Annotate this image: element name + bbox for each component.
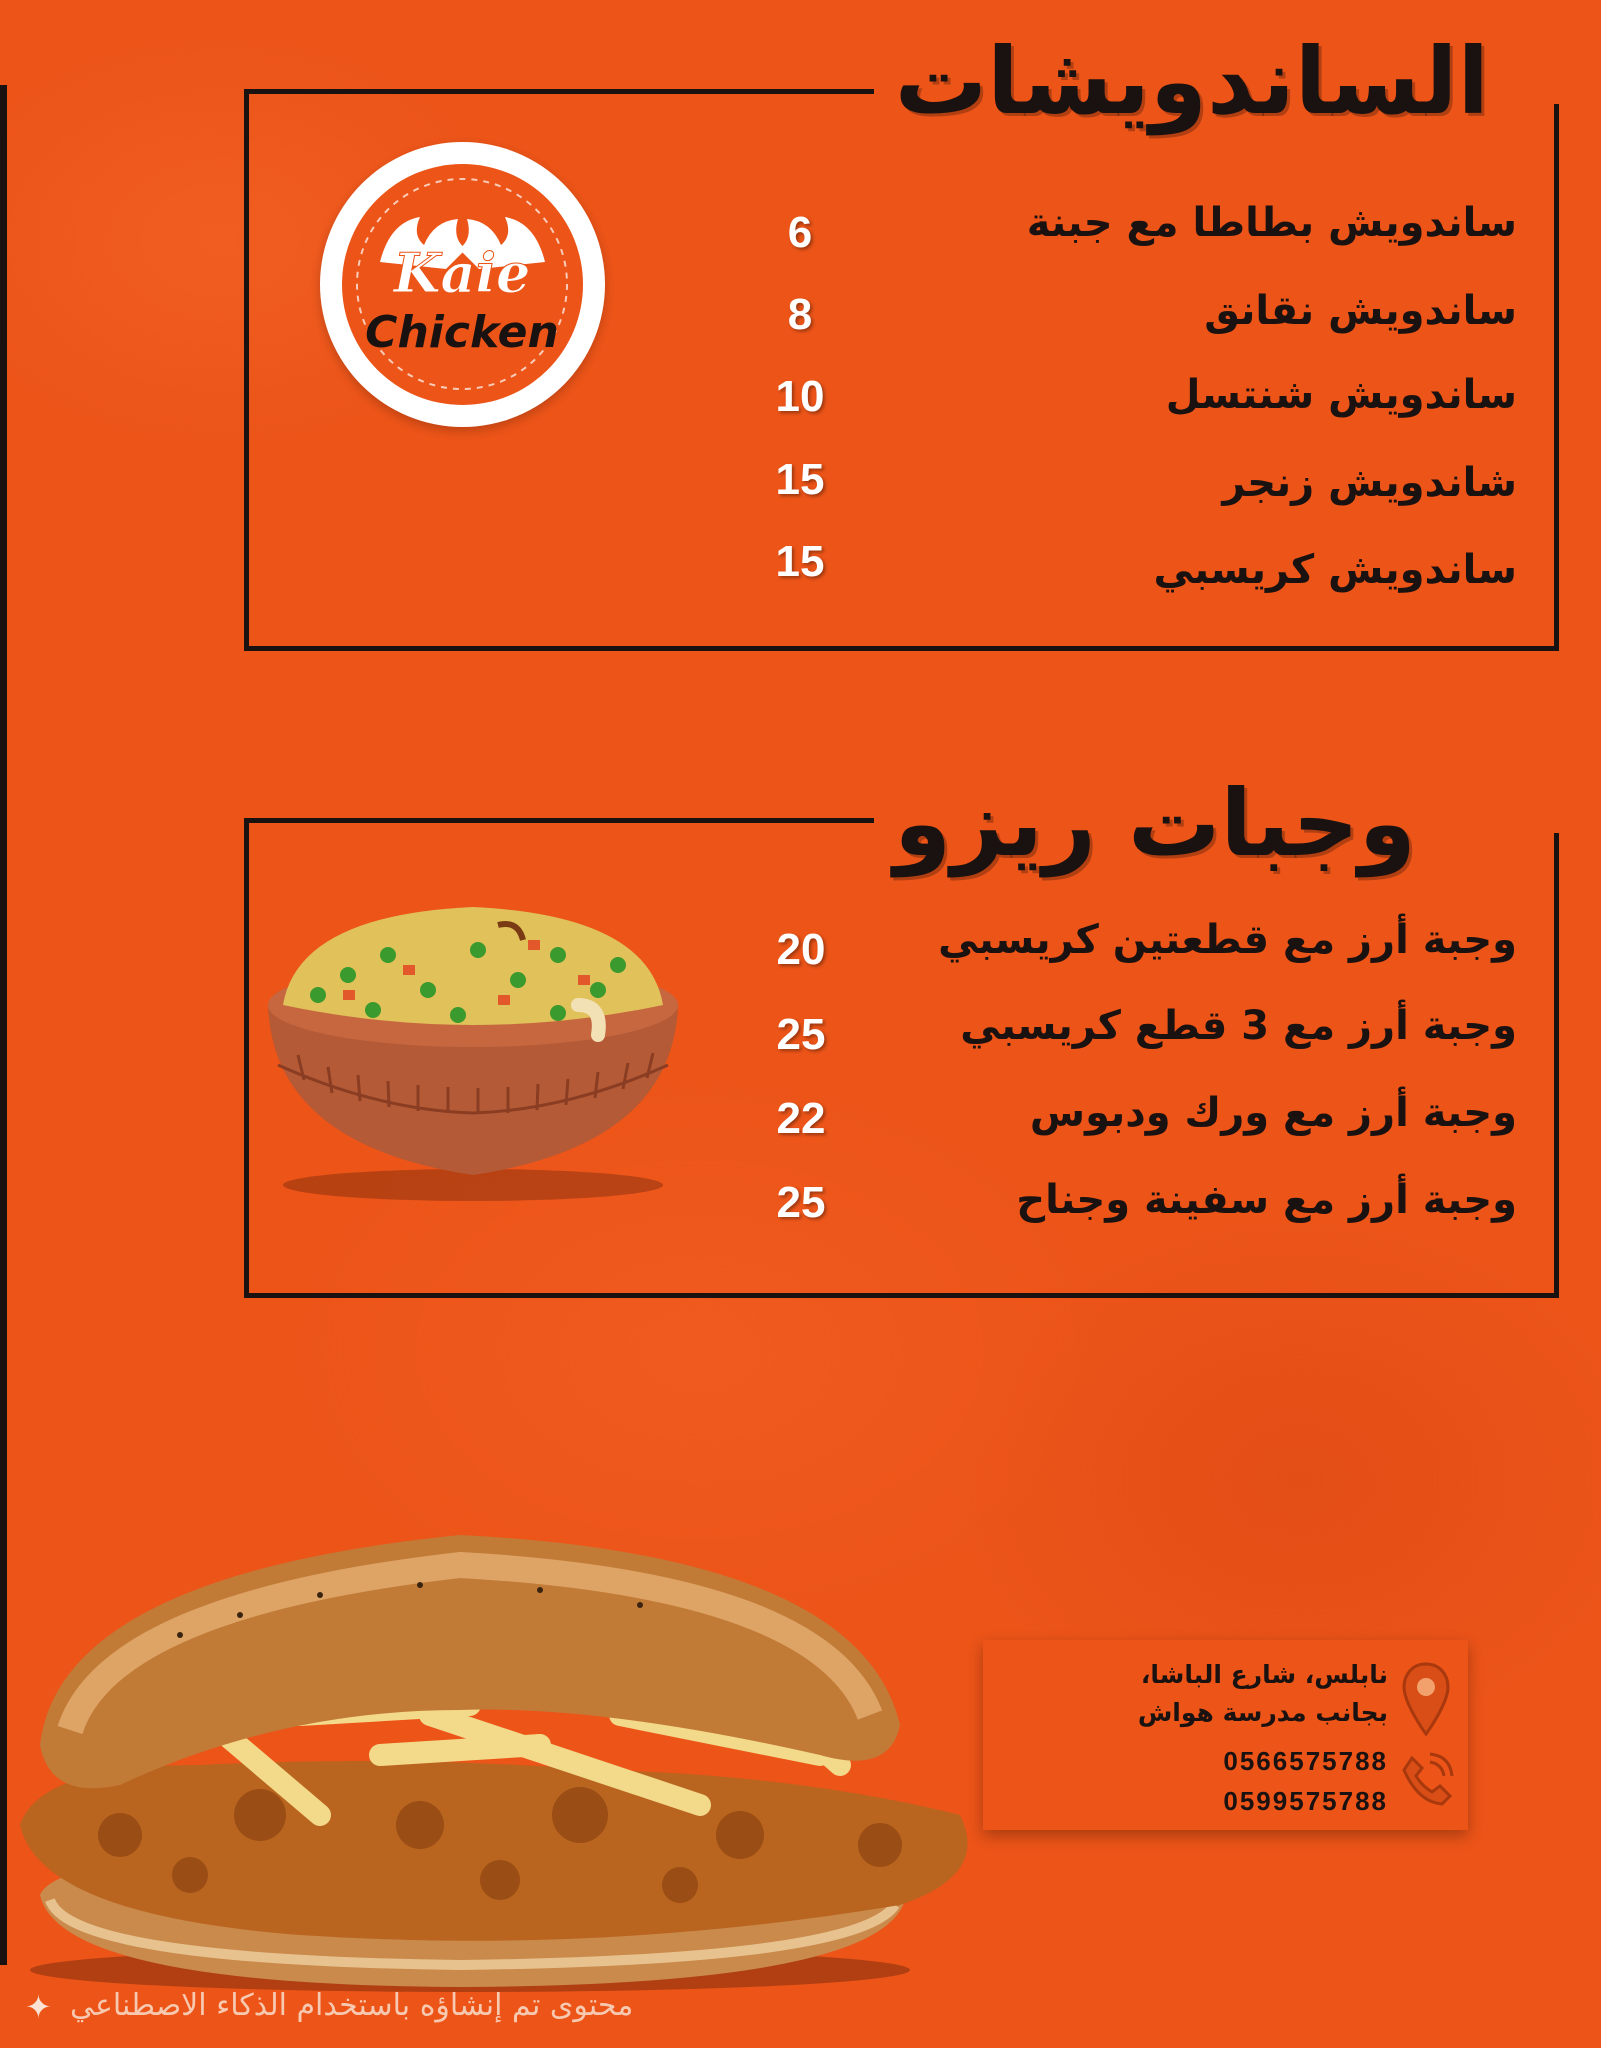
rice-bowl-image (258, 895, 688, 1205)
rizo-meals-title: وجبات ريزو (894, 770, 1416, 877)
sandwich-image (0, 1515, 990, 1995)
menu-item-price: 25 (776, 1010, 826, 1059)
menu-item-price: 25 (776, 1178, 826, 1227)
menu-item-price: 8 (787, 290, 813, 339)
menu-item-price: 10 (775, 372, 825, 421)
menu-item-name: وجبة أرز مع قطعتين كريسبي (938, 917, 1517, 963)
address-line-1: نابلس، شارع الباشا، (1140, 1660, 1388, 1689)
menu-item-name: شاندويش زنجر (1222, 460, 1517, 506)
menu-item-name: ساندويش نقانق (1204, 288, 1517, 334)
menu-item-name: وجبة أرز مع 3 قطع كريسبي (960, 1003, 1517, 1049)
menu-item-price: 15 (775, 455, 825, 504)
sparkle-icon: ✦ (25, 1988, 52, 2026)
phone-icon (1398, 1750, 1456, 1808)
ai-generated-note: محتوى تم إنشاؤه باستخدام الذكاء الاصطناعي (70, 1988, 634, 2023)
svg-text:Chicken: Chicken (365, 307, 559, 358)
menu-item-price: 15 (775, 537, 825, 586)
svg-text:Kaie: Kaie (393, 241, 531, 305)
address-line-2: بجانب مدرسة هواش (1137, 1698, 1388, 1727)
menu-item-name: ساندويش كريسبي (1153, 547, 1517, 593)
phone-number-1: 0566575788 (1223, 1746, 1388, 1776)
menu-item-name: وجبة أرز مع ورك ودبوس (1029, 1090, 1517, 1136)
brand-logo (320, 142, 605, 427)
menu-item-name: وجبة أرز مع سفينة وجناح (1016, 1177, 1517, 1223)
menu-item-price: 6 (787, 208, 813, 257)
menu-item-price: 22 (776, 1094, 826, 1143)
phone-number-2: 0599575788 (1223, 1786, 1388, 1816)
menu-item-price: 20 (776, 925, 826, 974)
sandwiches-title: الساندويشات (894, 28, 1489, 135)
contact-card (983, 1640, 1468, 1830)
menu-item-name: ساندويش شنتسل (1165, 372, 1517, 418)
location-pin-icon (1400, 1660, 1452, 1740)
rooster-icon (320, 142, 605, 427)
menu-item-name: ساندويش بطاطا مع جبنة (1026, 200, 1517, 246)
